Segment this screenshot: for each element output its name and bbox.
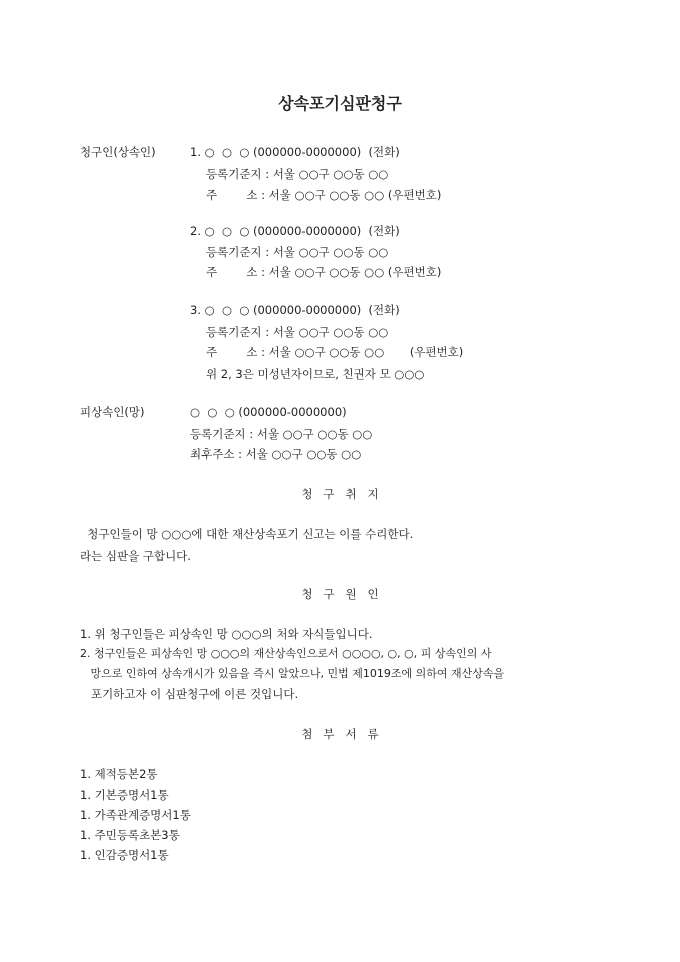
claimant-2-registry: 등록기준지 : 서울 ○○구 ○○동 ○○	[206, 245, 389, 259]
purpose-line-2: 라는 심판을 구합니다.	[80, 549, 191, 563]
purpose-heading: 청 구 취 지	[301, 487, 379, 501]
claimant-3-name-line: 3. ○ ○ ○ (000000-0000000) (전화)	[190, 303, 400, 317]
claimant-label: 청구인(상속인)	[80, 145, 156, 159]
cause-line-3: 망으로 인하여 상속개시가 있음을 즉시 알았으나, 민법 제1019조에 의하여 재산상속을	[80, 667, 505, 680]
page-title: 상속포기심판청구	[278, 94, 402, 113]
attachments-heading: 첨 부 서 류	[301, 727, 379, 741]
attachment-item: 1. 가족관계증명서1통	[80, 808, 191, 822]
cause-line-1: 1. 위 청구인들은 피상속인 망 ○○○의 처와 자식들입니다.	[80, 627, 373, 641]
attachment-item: 1. 제적등본2통	[80, 767, 158, 781]
attachment-item: 1. 기본증명서1통	[80, 788, 169, 802]
claimant-2-name-line: 2. ○ ○ ○ (000000-0000000) (전화)	[190, 224, 400, 238]
claimant-1-name-line: 1. ○ ○ ○ (000000-0000000) (전화)	[190, 145, 400, 159]
claimant-3-registry: 등록기준지 : 서울 ○○구 ○○동 ○○	[206, 325, 389, 339]
cause-line-4: 포기하고자 이 심판청구에 이른 것입니다.	[80, 687, 299, 701]
claimant-3-address: 주 소 : 서울 ○○구 ○○동 ○○ (우편번호)	[206, 345, 464, 359]
decedent-last-address: 최후주소 : 서울 ○○구 ○○동 ○○	[190, 447, 362, 461]
decedent-registry: 등록기준지 : 서울 ○○구 ○○동 ○○	[190, 427, 373, 441]
attachment-item: 1. 인감증명서1통	[80, 848, 169, 862]
cause-heading: 청 구 원 인	[301, 587, 379, 601]
attachment-item: 1. 주민등록초본3통	[80, 828, 180, 842]
claimant-1-address: 주 소 : 서울 ○○구 ○○동 ○○ (우편번호)	[206, 188, 442, 202]
decedent-label: 피상속인(망)	[80, 405, 145, 419]
decedent-name-line: ○ ○ ○ (000000-0000000)	[190, 405, 347, 419]
cause-line-2: 2. 청구인들은 피상속인 망 ○○○의 재산상속인으로서 ○○○○, ○, ○, 피 상속인의 사	[80, 647, 492, 660]
claimant-2-address: 주 소 : 서울 ○○구 ○○동 ○○ (우편번호)	[206, 265, 442, 279]
purpose-line-1: 청구인들이 망 ○○○에 대한 재산상속포기 신고는 이를 수리한다.	[80, 527, 414, 541]
claimant-1-registry: 등록기준지 : 서울 ○○구 ○○동 ○○	[206, 167, 389, 181]
claimant-3-guardian-note: 위 2, 3은 미성년자이므로, 친권자 모 ○○○	[206, 367, 425, 381]
